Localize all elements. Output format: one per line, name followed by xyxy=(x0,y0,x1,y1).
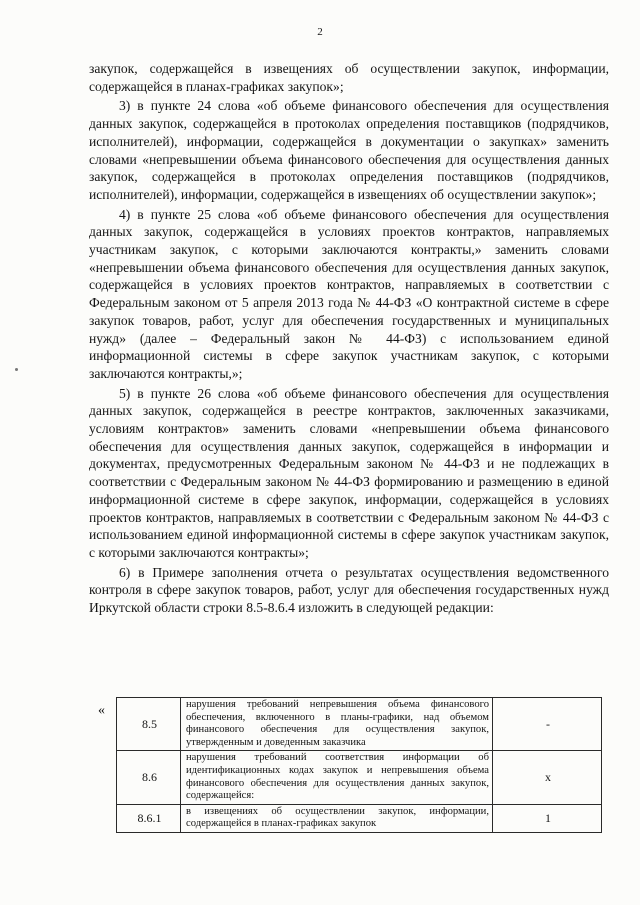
paragraph-item-3: 3) в пункте 24 слова «об объеме финансового обеспечения для осуществления данных закупок, содержащейся в протоколах определения поставщиков (подрядчиков, исполнителей), информации, содержащейся в документации о закупках» заменить словами «непревышении объема финансового обеспечения для осуществления данных закупок, содержащейся в протоколах определения поставщиков (подрядчиков, исполнителей), информации, содержащейся в извещениях об осуществлении закупок»; xyxy=(89,98,609,202)
paragraph-continuation: закупок, содержащейся в извещениях об осуществлении закупок, информации, содержащейся в планах-графиках закупок»; xyxy=(89,61,609,94)
row-description: нарушения требований непревышения объема финансового обеспечения, включенного в планы-графики, над объемом финансового обеспечения для осуществления закупок, утвержденным и доведенным заказчика xyxy=(181,698,493,751)
row-value: 1 xyxy=(493,804,602,832)
margin-dot xyxy=(15,368,18,371)
row-code: 8.5 xyxy=(117,698,181,751)
table-row xyxy=(117,751,602,804)
row-value: x xyxy=(493,751,602,804)
document-body xyxy=(89,60,609,619)
row-code: 8.6 xyxy=(117,751,181,804)
paragraph-item-5: 5) в пункте 26 слова «об объеме финансового обеспечения для осуществления данных закупок, содержащейся в реестре контрактов, заключенных заказчиками, условиям контрактов» заменить словами «непревышении объема финансового обеспечения для осуществления данных закупок, содержащейся в информации и документах, предусмотренных Федеральным законом № 44-ФЗ и не подлежащих в соответствии с Федеральным законом № 44-ФЗ формированию и размещению в единой информационной системе в сфере закупок, информации, содержащейся в условиях проектов контрактов, направляемых в соответствии с Федеральным законом № 44-ФЗ с использованием единой информационной системы в сфере закупок участникам закупок, с которыми заключаются контракты»; xyxy=(89,385,609,560)
page-number: 2 xyxy=(317,26,323,38)
row-description: в извещениях об осуществлении закупок, информации, содержащейся в планах-графиках закупок xyxy=(181,804,493,832)
row-value: - xyxy=(493,698,602,751)
paragraph-item-6: 6) в Примере заполнения отчета о результатах осуществления ведомственного контроля в сфере закупок товаров, работ, услуг для обеспечения государственных нужд Иркутской области строки 8.5-8.6.4 изложить в следующей редакции: xyxy=(89,564,609,616)
paragraph-item-4: 4) в пункте 25 слова «об объеме финансового обеспечения для осуществления данных закупок, содержащейся в условиях проектов контрактов, направляемых участникам закупок, с которыми заключаются контракты,» заменить словами «непревышении объема финансового обеспечения для осуществления данных закупок, содержащейся в условиях проектов контрактов, направляемых в соответствии с Федеральным законом от 5 апреля 2013 года № 44-ФЗ «О контрактной системе в сфере закупок товаров, работ, услуг для обеспечения государственных и муниципальных нужд» (далее – Федеральный закон № 44-ФЗ) с использованием единой информационной системы в сфере закупок участникам закупок, с которыми заключаются контракты,»; xyxy=(89,206,609,381)
table-row xyxy=(117,804,602,832)
opening-quote-mark: « xyxy=(98,703,105,718)
table-row xyxy=(117,698,602,751)
row-code: 8.6.1 xyxy=(117,804,181,832)
row-description: нарушения требований соответствия информации об идентификационных кодах закупок и непревышения объема финансового обеспечения для осуществления данных закупок, содержащейся: xyxy=(181,751,493,804)
report-table xyxy=(116,697,602,833)
